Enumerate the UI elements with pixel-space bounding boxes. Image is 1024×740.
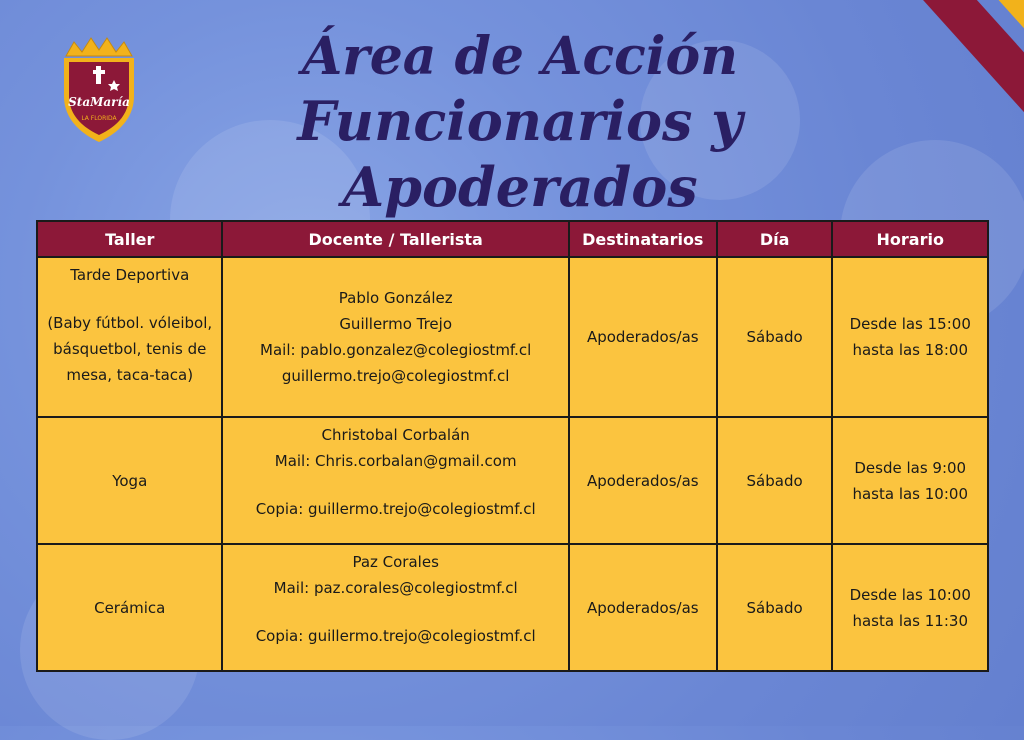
logo-sub: LA FLORIDA bbox=[81, 115, 117, 122]
horario-start: Desde las 15:00 bbox=[849, 315, 971, 333]
taller-detail: mesa, taca-taca) bbox=[66, 366, 194, 384]
table-header-row bbox=[37, 221, 988, 257]
page-title bbox=[150, 26, 890, 220]
header-destinatarios: Destinatarios bbox=[569, 221, 717, 257]
cell-horario bbox=[832, 257, 988, 417]
horario-end: hasta las 10:00 bbox=[852, 484, 968, 503]
header-taller: Taller bbox=[37, 221, 222, 257]
docente-name: Pablo González bbox=[338, 289, 453, 307]
cell-taller: Yoga bbox=[37, 417, 222, 544]
cell-dia: Sábado bbox=[717, 544, 833, 671]
cell-docente bbox=[222, 417, 568, 544]
horario-end: hasta las 11:30 bbox=[852, 611, 968, 630]
header-horario: Horario bbox=[832, 221, 988, 257]
title-line-2: Funcionarios y Apoderados bbox=[297, 89, 743, 219]
docente-copy: Copia: guillermo.trejo@colegiostmf.cl bbox=[255, 500, 536, 518]
cell-destinatarios: Apoderados/as bbox=[569, 257, 717, 417]
taller-detail: (Baby fútbol. vóleibol, bbox=[47, 314, 213, 332]
horario-start: Desde las 10:00 bbox=[849, 585, 971, 604]
table-row bbox=[37, 417, 988, 544]
docente-name: Christobal Corbalán bbox=[321, 426, 470, 444]
header-docente: Docente / Tallerista bbox=[222, 221, 568, 257]
header-dia: Día bbox=[717, 221, 833, 257]
horario-end: hasta las 18:00 bbox=[852, 341, 968, 359]
table-row bbox=[37, 257, 988, 417]
cell-destinatarios: Apoderados/as bbox=[569, 544, 717, 671]
cell-destinatarios: Apoderados/as bbox=[569, 417, 717, 544]
cell-horario bbox=[832, 544, 988, 671]
table-row bbox=[37, 544, 988, 671]
schedule-table bbox=[36, 220, 989, 672]
taller-detail: básquetbol, tenis de bbox=[53, 340, 207, 358]
cell-dia: Sábado bbox=[717, 417, 833, 544]
docente-mail: Mail: Chris.corbalan@gmail.com bbox=[274, 452, 517, 470]
maroon-stripe bbox=[902, 0, 1024, 160]
logo-brand: StaMaría bbox=[68, 95, 130, 109]
school-crest-logo bbox=[58, 36, 140, 146]
cell-docente bbox=[222, 257, 568, 417]
title-line-1: Área de Acción bbox=[301, 26, 739, 87]
docente-copy: Copia: guillermo.trejo@colegiostmf.cl bbox=[255, 627, 536, 645]
cell-dia: Sábado bbox=[717, 257, 833, 417]
docente-name: Guillermo Trejo bbox=[339, 315, 453, 333]
cell-taller: Cerámica bbox=[37, 544, 222, 671]
corner-stripes bbox=[884, 0, 1024, 160]
docente-mail: Mail: paz.corales@colegiostmf.cl bbox=[273, 579, 518, 597]
cell-horario bbox=[832, 417, 988, 544]
horario-start: Desde las 9:00 bbox=[854, 458, 967, 477]
docente-mail: Mail: pablo.gonzalez@colegiostmf.cl bbox=[260, 341, 532, 359]
docente-mail: guillermo.trejo@colegiostmf.cl bbox=[281, 367, 510, 385]
taller-name: Tarde Deportiva bbox=[70, 266, 190, 284]
docente-name: Paz Corales bbox=[352, 553, 439, 571]
cell-docente bbox=[222, 544, 568, 671]
cell-taller bbox=[37, 257, 222, 417]
